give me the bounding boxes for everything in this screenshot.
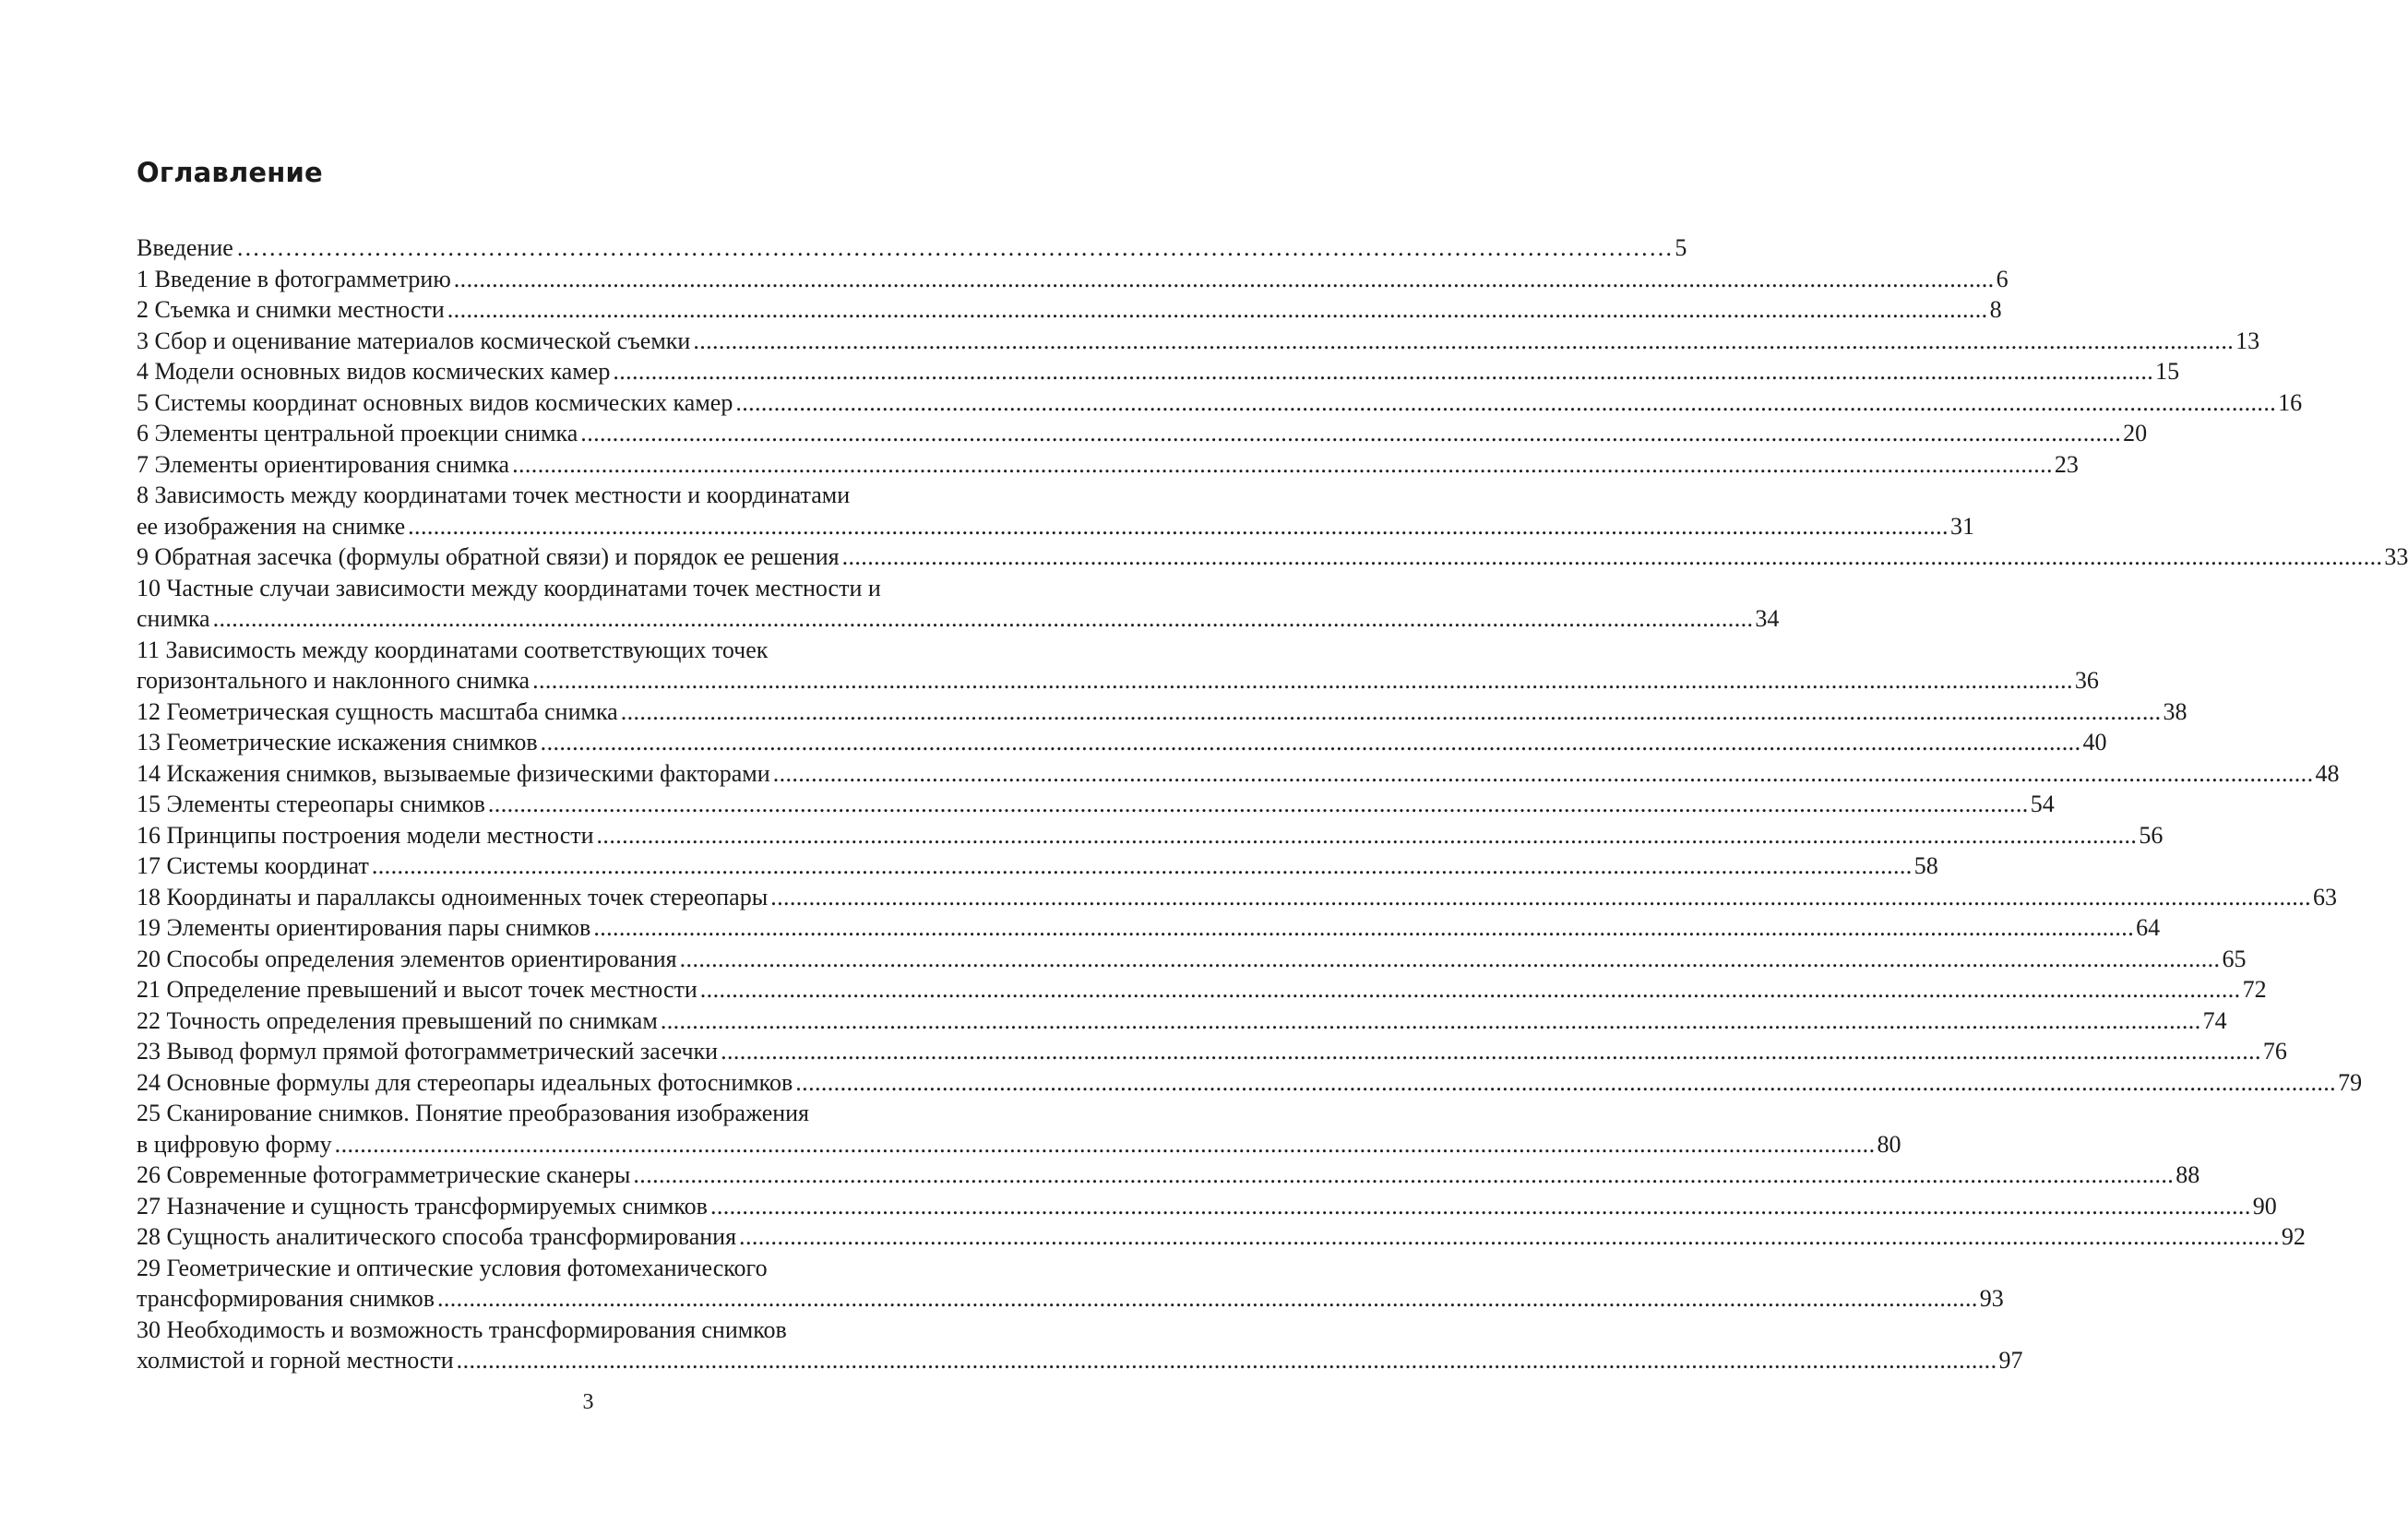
toc-entry-title: 24 Основные формулы для стереопары идеальных фотоснимков bbox=[137, 1068, 793, 1096]
dot-leader bbox=[447, 294, 1988, 326]
toc-entry[interactable] bbox=[137, 820, 2164, 851]
dot-leader bbox=[700, 974, 2241, 1005]
toc-entry-page: 64 bbox=[2136, 914, 2161, 941]
toc-entry-title: 11 Зависимость между координатами соответствующих точек bbox=[137, 636, 769, 663]
toc-entry[interactable] bbox=[137, 974, 2267, 1005]
toc-entry-page: 93 bbox=[1979, 1285, 2004, 1312]
dot-leader bbox=[213, 603, 1754, 635]
toc-entry[interactable] bbox=[137, 294, 2002, 326]
dot-leader bbox=[795, 1067, 2336, 1099]
toc-entry[interactable] bbox=[137, 882, 2337, 913]
dot-leader bbox=[488, 789, 2029, 820]
dot-leader bbox=[372, 851, 1913, 882]
dot-leader bbox=[597, 820, 2138, 851]
toc-entry[interactable] bbox=[137, 758, 2340, 790]
toc-entry-page: 79 bbox=[2338, 1068, 2363, 1096]
toc-entry-title: 15 Элементы стереопары снимков bbox=[137, 791, 485, 817]
toc-entry-page: 15 bbox=[2155, 358, 2180, 385]
dot-leader bbox=[680, 944, 2221, 975]
dot-leader bbox=[613, 356, 2153, 387]
toc-entry-title: 9 Обратная засечка (формулы обратной связи) и порядок ее решения bbox=[137, 543, 840, 570]
toc-entry-line[interactable] bbox=[137, 1098, 1007, 1129]
toc-entry-page: 33 bbox=[2384, 543, 2408, 570]
toc-entry[interactable] bbox=[137, 1191, 2277, 1222]
toc-entry-page: 23 bbox=[2054, 450, 2079, 478]
toc-entry-title: 12 Геометрическая сущность масштаба снимка bbox=[137, 697, 618, 725]
toc-entry-page: 56 bbox=[2139, 821, 2164, 849]
toc-entry-page: 8 bbox=[1989, 296, 2002, 323]
toc-entry-title: 10 Частные случаи зависимости между координатами точек местности и bbox=[137, 574, 881, 601]
toc-entry-title: 8 Зависимость между координатами точек местности и координатами bbox=[137, 482, 851, 508]
toc-entry-line[interactable] bbox=[137, 573, 1007, 604]
toc-entry[interactable] bbox=[137, 1221, 2306, 1253]
toc-entry-title: Введение bbox=[137, 234, 233, 261]
toc-entry-title: 2 Съемка и снимки местности bbox=[137, 296, 445, 323]
toc-entry-title: 6 Элементы центральной проекции снимка bbox=[137, 420, 578, 446]
toc-entry-title: трансформирования снимков bbox=[137, 1285, 435, 1312]
dot-leader bbox=[770, 882, 2311, 913]
toc-entry-page: 31 bbox=[1949, 512, 1974, 540]
dot-leader bbox=[532, 665, 2073, 696]
dot-leader bbox=[773, 758, 2314, 790]
toc-entry[interactable] bbox=[137, 326, 2260, 357]
dot-leader bbox=[710, 1191, 2251, 1222]
toc-entry-title: 20 Способы определения элементов ориентирования bbox=[137, 945, 677, 972]
toc-entry-title: 27 Назначение и сущность трансформируемых снимков bbox=[137, 1192, 708, 1220]
dot-leader bbox=[842, 541, 2383, 573]
toc-entry[interactable] bbox=[137, 1345, 2023, 1376]
toc-entry[interactable] bbox=[137, 511, 1974, 542]
toc-entry[interactable] bbox=[137, 387, 2303, 419]
toc-entry-title: 16 Принципы построения модели местности bbox=[137, 821, 594, 849]
toc-entry-title: 14 Искажения снимков, вызываемые физическими факторами bbox=[137, 759, 770, 787]
toc-entry-page: 36 bbox=[2074, 667, 2099, 694]
toc-entry-title: 5 Системы координат основных видов космических камер bbox=[137, 388, 733, 416]
toc-entry-page: 54 bbox=[2030, 791, 2055, 817]
toc-entry-title: снимка bbox=[137, 605, 210, 632]
toc-entry-line[interactable] bbox=[137, 1253, 1007, 1284]
toc-entry-page: 90 bbox=[2252, 1192, 2277, 1220]
toc-entry-line[interactable] bbox=[137, 1315, 1007, 1346]
toc-entry-page: 5 bbox=[1675, 234, 1687, 261]
toc-entry-page: 80 bbox=[1877, 1130, 1901, 1158]
dot-leader bbox=[593, 912, 2134, 944]
toc-entry-title: 28 Сущность аналитического способа трансформирования bbox=[137, 1223, 737, 1250]
toc-entry-title: 22 Точность определения превышений по снимкам bbox=[137, 1006, 658, 1034]
toc-entry-line[interactable] bbox=[137, 635, 1007, 666]
toc-entry-title: 17 Системы координат bbox=[137, 852, 369, 879]
toc-entry-title: 1 Введение в фотограмметрию bbox=[137, 265, 451, 292]
toc-entry[interactable] bbox=[137, 1067, 2363, 1099]
toc-entry[interactable] bbox=[137, 665, 2099, 696]
dot-leader bbox=[457, 1345, 1997, 1376]
toc-entry-line[interactable] bbox=[137, 480, 1007, 511]
toc-entry-title: 30 Необходимость и возможность трансформирования снимков bbox=[137, 1315, 787, 1343]
toc-entry-title: в цифровую форму bbox=[137, 1130, 332, 1158]
toc-entry-page: 74 bbox=[2202, 1006, 2227, 1034]
toc-entry-title: 7 Элементы ориентирования снимка bbox=[137, 450, 510, 478]
dot-leader bbox=[335, 1129, 1876, 1160]
toc-entry[interactable] bbox=[137, 449, 2079, 481]
toc-entry-title: 21 Определение превышений и высот точек местности bbox=[137, 976, 697, 1003]
toc-entry-page: 92 bbox=[2281, 1223, 2306, 1250]
toc-entry-page: 20 bbox=[2123, 420, 2148, 446]
dot-leader bbox=[236, 232, 1674, 264]
toc-entry[interactable] bbox=[137, 944, 2247, 975]
toc-heading: Оглавление bbox=[137, 157, 323, 188]
toc-entry[interactable] bbox=[137, 851, 1938, 882]
toc-entry-page: 16 bbox=[2278, 388, 2303, 416]
toc-entry-title: 13 Геометрические искажения снимков bbox=[137, 729, 538, 756]
toc-entry-page: 65 bbox=[2222, 945, 2247, 972]
toc-entry[interactable] bbox=[137, 232, 1687, 264]
toc-entry-page: 13 bbox=[2235, 327, 2260, 354]
toc-entry-title: 26 Современные фотограмметрические сканеры bbox=[137, 1161, 631, 1188]
toc-entry[interactable] bbox=[137, 1036, 2287, 1067]
toc-entry-title: холмистой и горной местности bbox=[137, 1347, 454, 1374]
dot-leader bbox=[739, 1221, 2280, 1253]
toc-entry-title: 4 Модели основных видов космических камер bbox=[137, 358, 611, 385]
dot-leader bbox=[621, 696, 2162, 728]
dot-leader bbox=[721, 1036, 2261, 1067]
toc-entry-title: 19 Элементы ориентирования пары снимков bbox=[137, 914, 591, 941]
toc-entry[interactable] bbox=[137, 696, 2187, 728]
table-of-contents bbox=[137, 232, 2408, 1376]
toc-entry[interactable] bbox=[137, 912, 2161, 944]
toc-entry-page: 40 bbox=[2082, 729, 2107, 756]
toc-entry[interactable] bbox=[137, 1129, 1901, 1160]
dot-leader bbox=[633, 1160, 2174, 1191]
toc-entry-page: 63 bbox=[2313, 883, 2337, 910]
toc-entry-title: горизонтального и наклонного снимка bbox=[137, 667, 530, 694]
toc-entry-page: 34 bbox=[1755, 605, 1780, 632]
toc-entry-title: 29 Геометрические и оптические условия фотомеханического bbox=[137, 1254, 768, 1281]
toc-entry-title: 3 Сбор и оценивание материалов космической съемки bbox=[137, 327, 691, 354]
toc-entry-page: 38 bbox=[2163, 697, 2187, 725]
dot-leader bbox=[512, 449, 2053, 481]
toc-entry-page: 76 bbox=[2262, 1038, 2287, 1065]
dot-leader bbox=[408, 511, 1949, 542]
dot-leader bbox=[693, 326, 2234, 357]
dot-leader bbox=[661, 1005, 2201, 1037]
toc-entry[interactable] bbox=[137, 789, 2055, 820]
toc-entry[interactable] bbox=[137, 541, 2408, 573]
toc-entry[interactable] bbox=[137, 1283, 2004, 1315]
page-number: 3 bbox=[582, 1390, 594, 1414]
toc-entry-title: 18 Координаты и параллаксы одноименных точек стереопары bbox=[137, 883, 769, 910]
toc-entry[interactable] bbox=[137, 1160, 2200, 1191]
toc-entry[interactable] bbox=[137, 1005, 2227, 1037]
toc-entry-title: 25 Сканирование снимков. Понятие преобразования изображения bbox=[137, 1100, 810, 1126]
toc-entry-title: ее изображения на снимке bbox=[137, 512, 406, 540]
toc-entry-page: 72 bbox=[2242, 976, 2267, 1003]
dot-leader bbox=[541, 727, 2081, 758]
toc-entry[interactable] bbox=[137, 727, 2107, 758]
toc-entry-page: 6 bbox=[1996, 265, 2009, 292]
toc-entry[interactable] bbox=[137, 356, 2180, 387]
toc-entry-page: 48 bbox=[2315, 759, 2340, 787]
toc-entry-title: 23 Вывод формул прямой фотограмметрический засечки bbox=[137, 1038, 719, 1065]
dot-leader bbox=[454, 264, 1995, 295]
dot-leader bbox=[580, 418, 2121, 449]
toc-entry-page: 58 bbox=[1913, 852, 1938, 879]
toc-entry-page: 97 bbox=[1998, 1347, 2023, 1374]
toc-entry-page: 88 bbox=[2176, 1161, 2200, 1188]
dot-leader bbox=[735, 387, 2276, 419]
toc-entry[interactable] bbox=[137, 603, 1780, 635]
toc-entry[interactable] bbox=[137, 264, 2009, 295]
dot-leader bbox=[437, 1283, 1978, 1315]
toc-entry[interactable] bbox=[137, 418, 2148, 449]
